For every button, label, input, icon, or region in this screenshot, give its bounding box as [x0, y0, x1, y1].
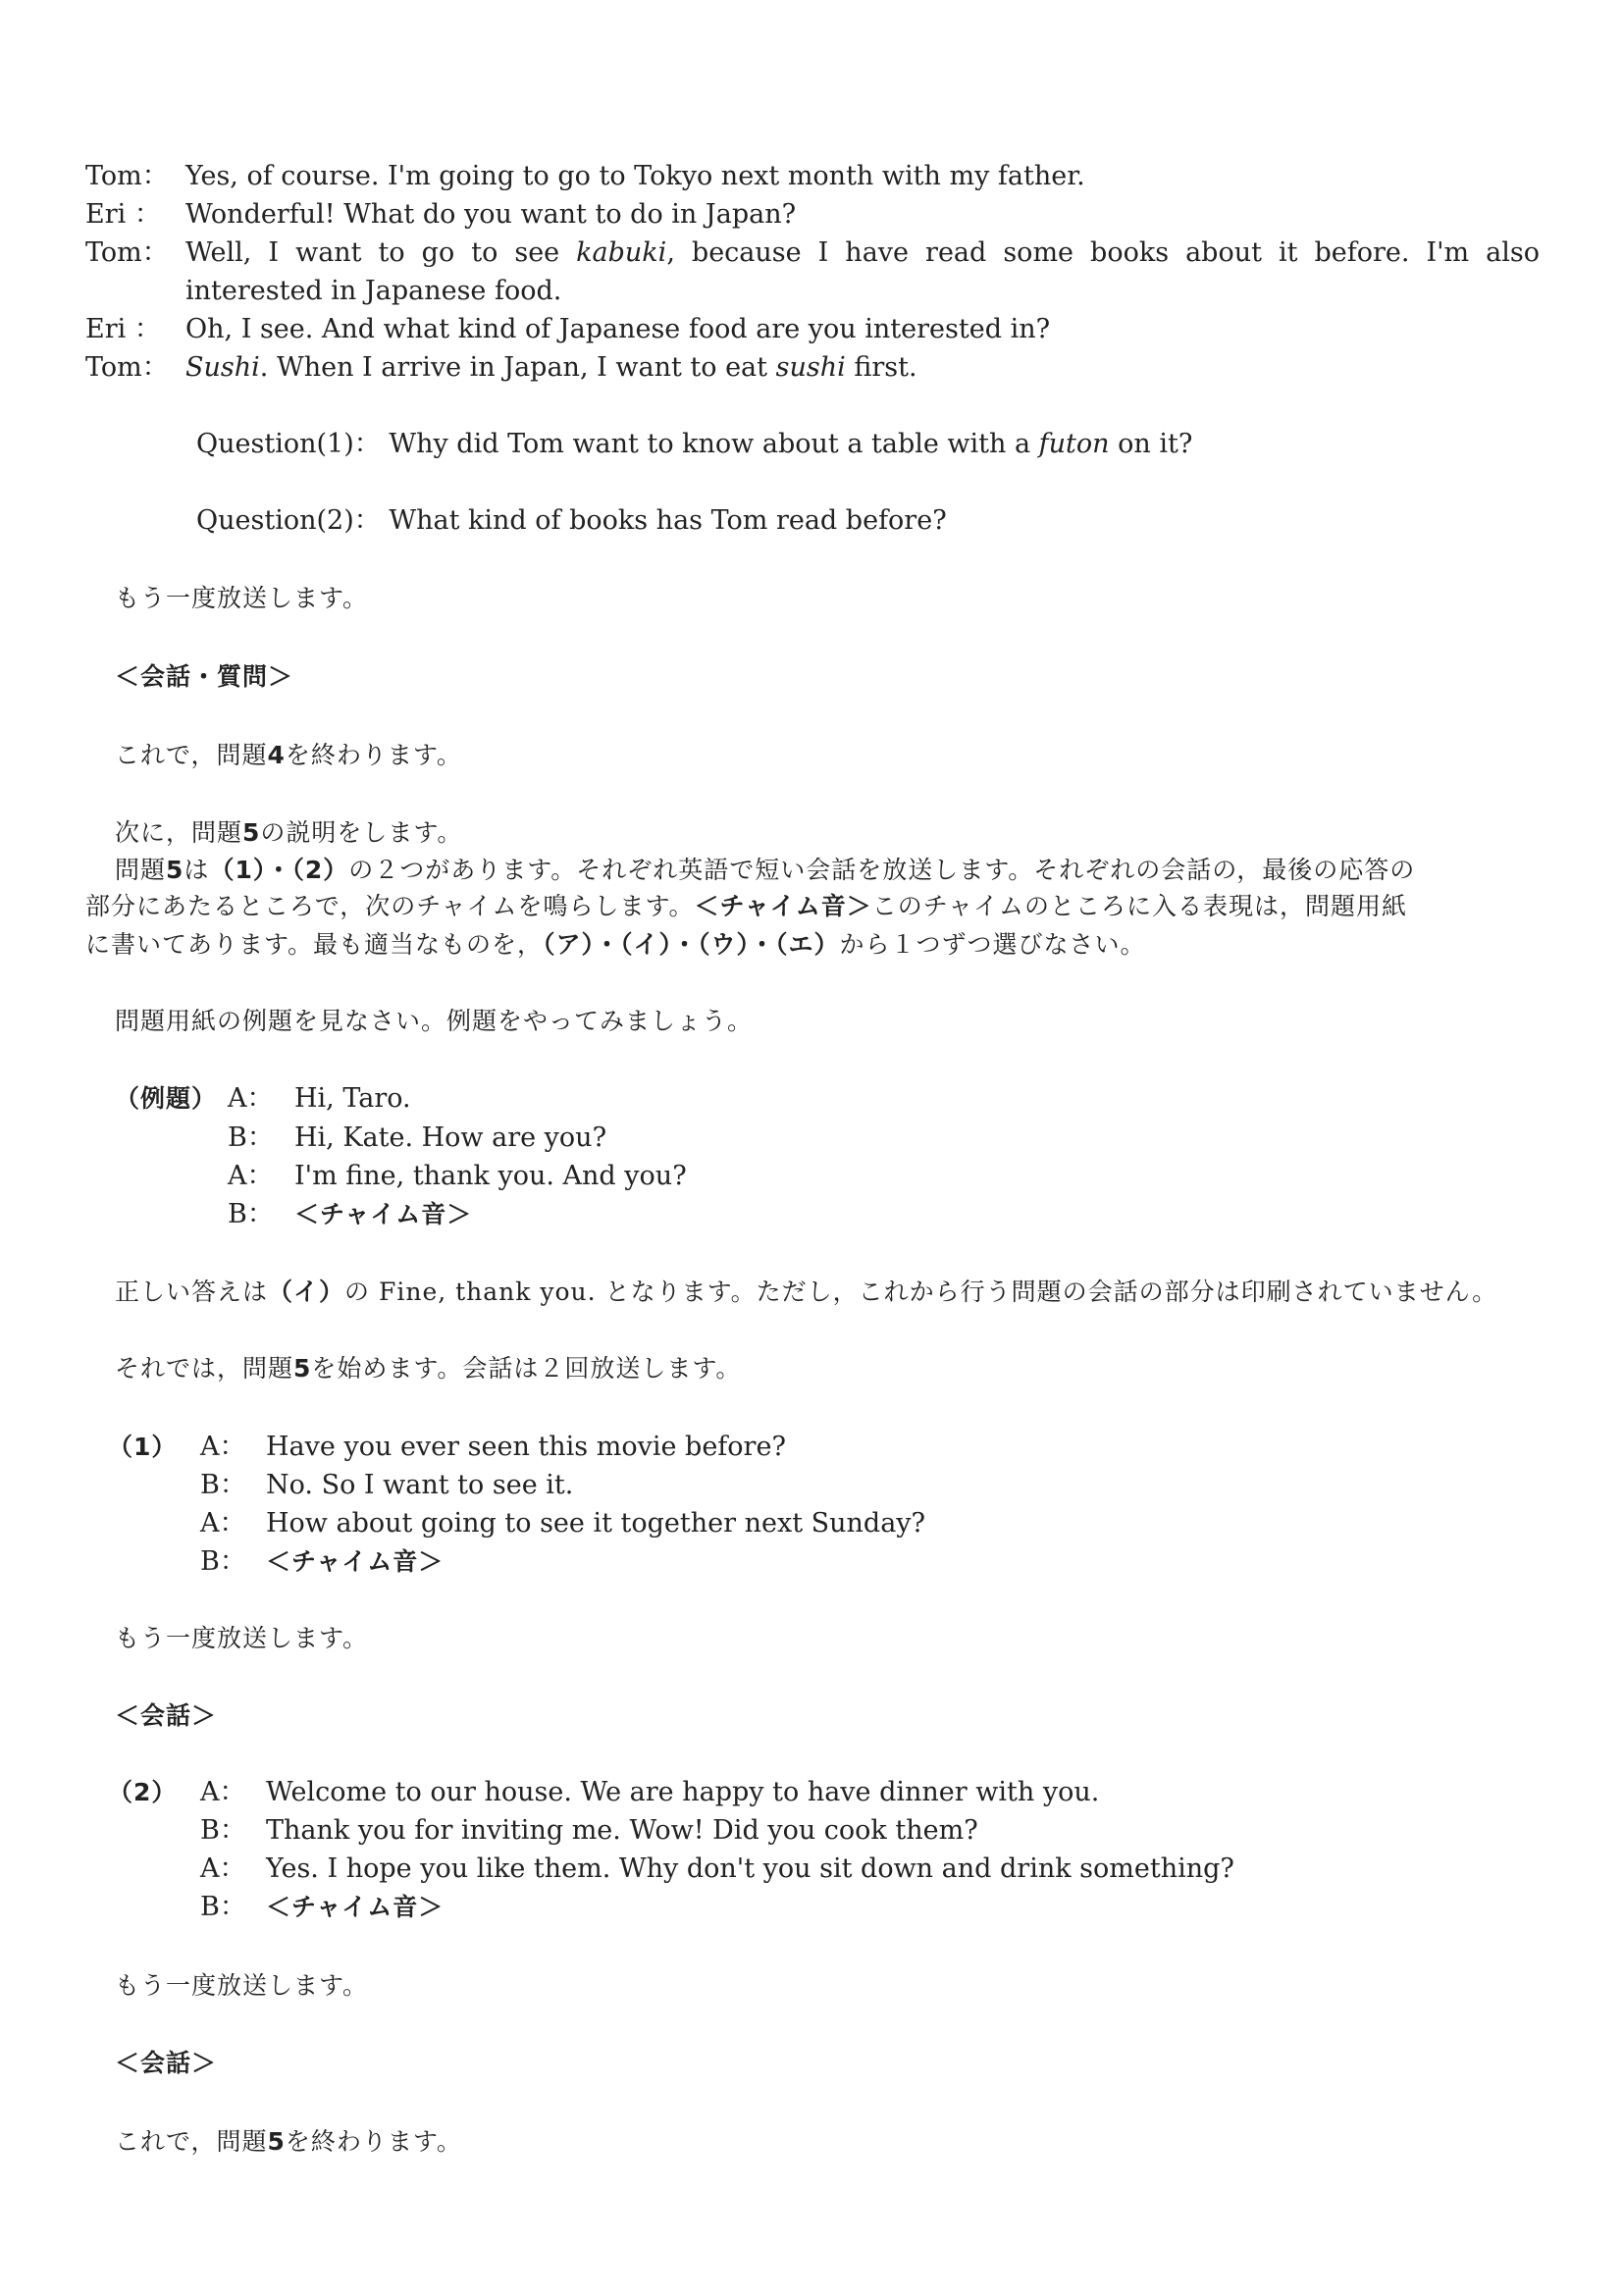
- speaker: A：: [200, 1853, 246, 1884]
- speaker: A：: [200, 1508, 246, 1539]
- text: それでは，問題: [115, 1354, 294, 1383]
- text: first.: [845, 352, 917, 383]
- text: What kind of books has Tom read before?: [389, 505, 947, 536]
- line-text: Have you ever seen this movie before?: [266, 1432, 786, 1462]
- speaker: B：: [228, 1122, 274, 1153]
- line-text: Wonderful! What do you want to do in Japan?: [185, 199, 797, 230]
- answer-line: [115, 1276, 1497, 1309]
- bold-text: （1）・（2）: [209, 856, 349, 884]
- speaker: A：: [228, 1083, 274, 1114]
- speaker: Tom：: [85, 352, 169, 383]
- instruction-line: [85, 890, 1407, 923]
- speaker: A：: [200, 1432, 246, 1462]
- text: . When I arrive in Japan, I want to eat: [259, 352, 776, 383]
- speaker: Eri ：: [85, 199, 161, 230]
- repeat-note: もう一度放送します。: [115, 1971, 369, 2000]
- number: 5: [267, 2127, 286, 2156]
- italic-text: Sushi: [185, 352, 260, 383]
- conv-marker: ＜会話＞: [115, 1701, 218, 1730]
- text: , because I have read some books about it before. I'm also: [666, 237, 1540, 268]
- start-5: [115, 1352, 741, 1385]
- next-5: [115, 816, 462, 850]
- line-text: I'm fine, thank you. And you?: [294, 1161, 687, 1191]
- text: の説明をします。: [260, 818, 463, 847]
- text: の: [344, 1278, 371, 1306]
- example-intro: 問題用紙の例題を見なさい。例題をやってみましょう。: [115, 1007, 754, 1035]
- line-text: Hi, Taro.: [294, 1083, 411, 1114]
- question-2: [196, 504, 947, 538]
- italic-text: kabuki: [576, 237, 667, 268]
- line-text: [185, 236, 1540, 270]
- speaker: B：: [200, 1470, 246, 1500]
- text: 部分にあたるところで，次のチャイムを鳴らします。: [85, 892, 695, 920]
- text: となります。ただし，これから行う問題の会話の部分は印刷されていません。: [604, 1278, 1498, 1306]
- text: これで，問題: [115, 2127, 268, 2156]
- text: Why did Tom want to know about a table with a: [389, 429, 1039, 459]
- bold-text: （イ）: [268, 1278, 345, 1306]
- text: を終わります。: [285, 741, 462, 769]
- line-text: Hi, Kate. How are you?: [294, 1122, 607, 1153]
- line-text: Welcome to our house. We are happy to have dinner with you.: [266, 1777, 1100, 1807]
- speaker: A：: [228, 1161, 274, 1191]
- text: Well, I want to go to see: [185, 237, 577, 268]
- question-label: Question(1)：: [196, 429, 381, 459]
- text: on it?: [1109, 429, 1193, 459]
- chime-marker: ＜チャイム音＞: [694, 892, 872, 920]
- question-number: （1）: [108, 1433, 178, 1461]
- italic-text: sushi: [775, 352, 846, 383]
- end-5: [115, 2125, 462, 2159]
- text: を終わります。: [285, 2127, 462, 2156]
- conv-question-marker: ＜会話・質問＞: [115, 662, 294, 691]
- bold-text: （ア）・（イ）・（ウ）・（エ）: [543, 930, 840, 959]
- instruction-line: [115, 854, 1415, 887]
- line-text: Thank you for inviting me. Wow! Did you cook them?: [266, 1815, 978, 1846]
- text: の２つがあります。それぞれ英語で短い会話を放送します。それぞれの会話の，最後の応答の: [348, 856, 1416, 884]
- text: 正しい答えは: [115, 1278, 269, 1306]
- question-1: [196, 428, 1192, 461]
- number: 4: [267, 741, 286, 769]
- line-text: [185, 351, 917, 385]
- question-number: （2）: [108, 1778, 178, 1806]
- speaker: Eri ：: [85, 314, 161, 344]
- italic-text: futon: [1038, 429, 1110, 459]
- end-4: [115, 739, 462, 772]
- line-text: No. So I want to see it.: [266, 1470, 574, 1500]
- text: に書いてあります。最も適当なものを，: [85, 930, 544, 959]
- text: は: [183, 856, 210, 884]
- speaker: Tom：: [85, 237, 169, 268]
- line-text: How about going to see it together next Sunday?: [266, 1508, 926, 1539]
- text: から１つずつ選びなさい。: [839, 930, 1146, 959]
- speaker: B：: [200, 1892, 246, 1922]
- speaker: Tom：: [85, 161, 169, 191]
- line-text: Yes. I hope you like them. Why don't you sit down and drink something?: [266, 1853, 1234, 1884]
- answer-text: Fine, thank you.: [379, 1278, 597, 1306]
- text: 問題: [115, 856, 167, 884]
- number: 5: [293, 1354, 312, 1383]
- repeat-note: もう一度放送します。: [115, 1624, 369, 1652]
- speaker: B：: [228, 1199, 274, 1229]
- line-text: interested in Japanese food.: [185, 276, 562, 306]
- number: 5: [166, 856, 184, 884]
- conv-marker: ＜会話＞: [115, 2049, 218, 2077]
- chime-marker: ＜チャイム音＞: [266, 1547, 445, 1576]
- number: 5: [242, 818, 261, 847]
- speaker: A：: [200, 1777, 246, 1807]
- speaker: B：: [200, 1815, 246, 1846]
- chime-marker: ＜チャイム音＞: [266, 1893, 445, 1921]
- speaker: B：: [200, 1546, 246, 1577]
- text: 次に，問題: [115, 818, 243, 847]
- line-text: Oh, I see. And what kind of Japanese food are you interested in?: [185, 314, 1051, 344]
- question-label: Question(2)：: [196, 505, 381, 536]
- chime-marker: ＜チャイム音＞: [294, 1200, 473, 1228]
- text: これで，問題: [115, 741, 268, 769]
- text: を始めます。会話は２回放送します。: [311, 1354, 742, 1383]
- example-label: （例題）: [115, 1084, 218, 1113]
- text: このチャイムのところに入る表現は，問題用紙: [871, 892, 1408, 920]
- repeat-note: もう一度放送します。: [115, 584, 369, 612]
- line-text: Yes, of course. I'm going to go to Tokyo next month with my father.: [185, 161, 1085, 191]
- instruction-line: [85, 928, 1146, 962]
